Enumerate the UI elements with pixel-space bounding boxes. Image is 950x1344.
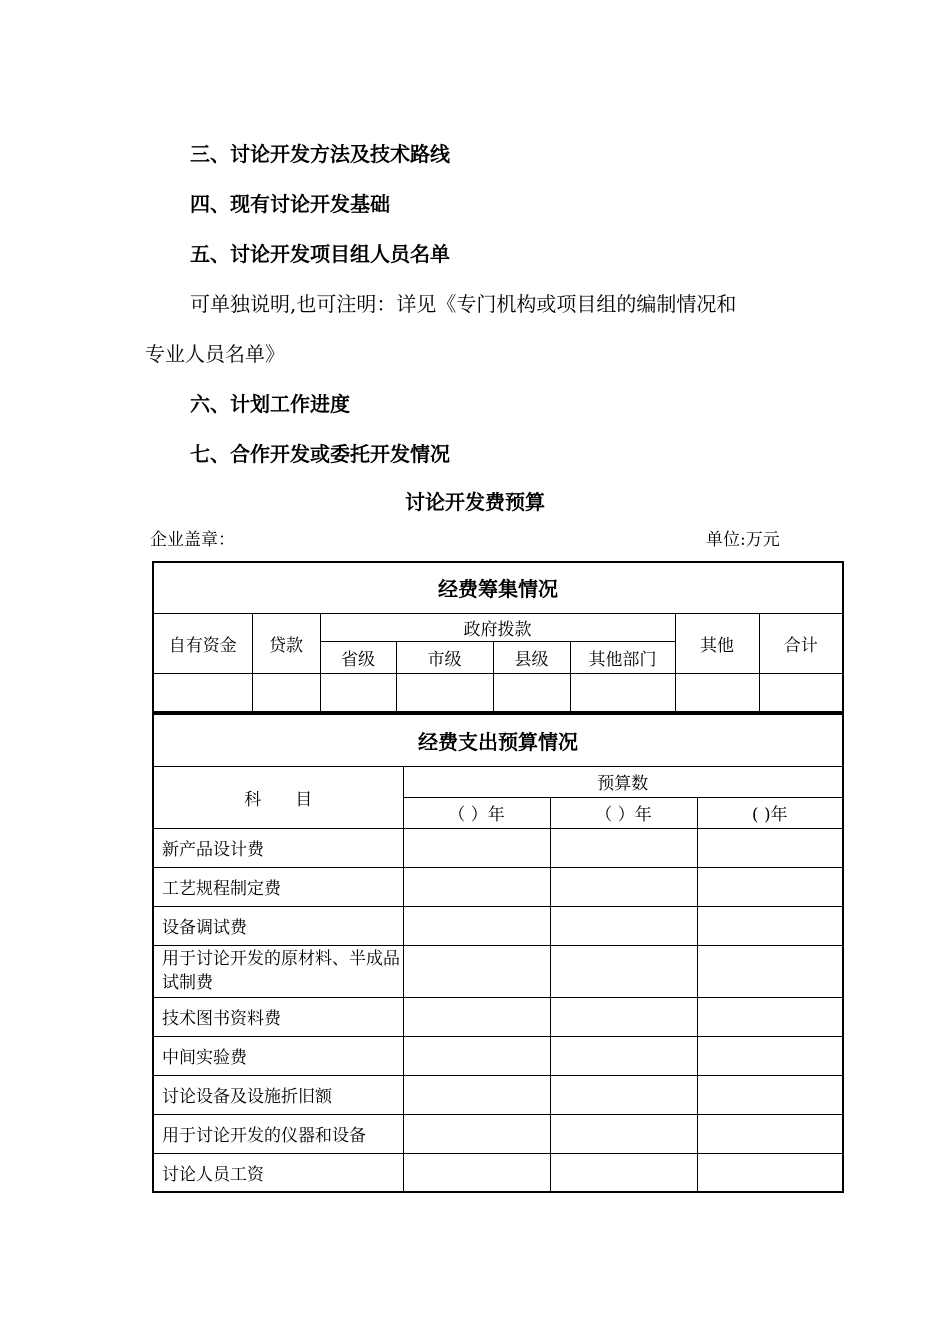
funding-cell [153, 673, 252, 712]
expense-cell [697, 945, 843, 997]
expense-cell [697, 1075, 843, 1114]
funding-cell [320, 673, 396, 712]
funding-table [152, 561, 844, 713]
col-county: 县级 [493, 641, 570, 673]
seal-label: 企业盖章： [150, 530, 235, 550]
expense-cell [697, 1153, 843, 1192]
expense-row-label: 用于讨论开发的仪器和设备 [153, 1114, 403, 1153]
expense-row-label: 讨论设备及设施折旧额 [153, 1075, 403, 1114]
expense-table [152, 713, 844, 1193]
expense-cell [403, 945, 550, 997]
expense-cell [697, 906, 843, 945]
expense-row-label: 新产品设计费 [153, 828, 403, 867]
note-line-2: 专业人员名单》 [145, 342, 285, 366]
expense-row-label: 技术图书资料费 [153, 997, 403, 1036]
col-year-1: （ ）年 [403, 797, 550, 828]
funding-cell [570, 673, 675, 712]
budget-title: 讨论开发费预算 [405, 490, 545, 514]
expense-cell [550, 945, 697, 997]
col-other: 其他 [675, 613, 759, 673]
expense-row-label: 用于讨论开发的原材料、半成品试制费 [153, 945, 403, 997]
expense-cell [697, 1114, 843, 1153]
section-heading-7: 七、合作开发或委托开发情况 [190, 442, 450, 466]
expense-cell [697, 867, 843, 906]
expense-cell [403, 867, 550, 906]
col-own-funds: 自有资金 [153, 613, 252, 673]
funding-cell [759, 673, 843, 712]
col-subject: 科 目 [153, 766, 403, 828]
expense-cell [550, 1114, 697, 1153]
note-line-1: 可单独说明,也可注明：详见《专门机构或项目组的编制情况和 [190, 292, 737, 316]
col-other-dept: 其他部门 [570, 641, 675, 673]
expense-cell [403, 997, 550, 1036]
funding-cell [675, 673, 759, 712]
expense-cell [697, 997, 843, 1036]
col-year-3: ( )年 [697, 797, 843, 828]
col-gov-grant: 政府拨款 [320, 613, 675, 641]
expense-cell [550, 867, 697, 906]
expense-row-label: 讨论人员工资 [153, 1153, 403, 1192]
expense-cell [550, 828, 697, 867]
expense-cell [550, 997, 697, 1036]
expense-cell [550, 906, 697, 945]
unit-label: 单位:万元 [706, 530, 780, 550]
col-year-2: （ ）年 [550, 797, 697, 828]
funding-cell [493, 673, 570, 712]
col-province: 省级 [320, 641, 396, 673]
expense-row-label: 中间实验费 [153, 1036, 403, 1075]
expense-cell [697, 1036, 843, 1075]
expense-cell [403, 1114, 550, 1153]
expense-cell [403, 1153, 550, 1192]
expense-heading: 经费支出预算情况 [153, 714, 843, 766]
section-heading-4: 四、现有讨论开发基础 [190, 192, 390, 216]
expense-cell [550, 1153, 697, 1192]
funding-cell [252, 673, 320, 712]
section-heading-6: 六、计划工作进度 [190, 392, 350, 416]
expense-row-label: 工艺规程制定费 [153, 867, 403, 906]
col-city: 市级 [396, 641, 493, 673]
expense-cell [403, 828, 550, 867]
col-loan: 贷款 [252, 613, 320, 673]
expense-row-label: 设备调试费 [153, 906, 403, 945]
expense-cell [550, 1036, 697, 1075]
section-heading-3: 三、讨论开发方法及技术路线 [190, 142, 450, 166]
col-budget: 预算数 [403, 766, 843, 797]
funding-heading: 经费筹集情况 [153, 562, 843, 613]
expense-cell [697, 828, 843, 867]
col-total: 合计 [759, 613, 843, 673]
funding-cell [396, 673, 493, 712]
section-heading-5: 五、讨论开发项目组人员名单 [190, 242, 450, 266]
expense-cell [550, 1075, 697, 1114]
expense-cell [403, 906, 550, 945]
expense-cell [403, 1075, 550, 1114]
expense-cell [403, 1036, 550, 1075]
